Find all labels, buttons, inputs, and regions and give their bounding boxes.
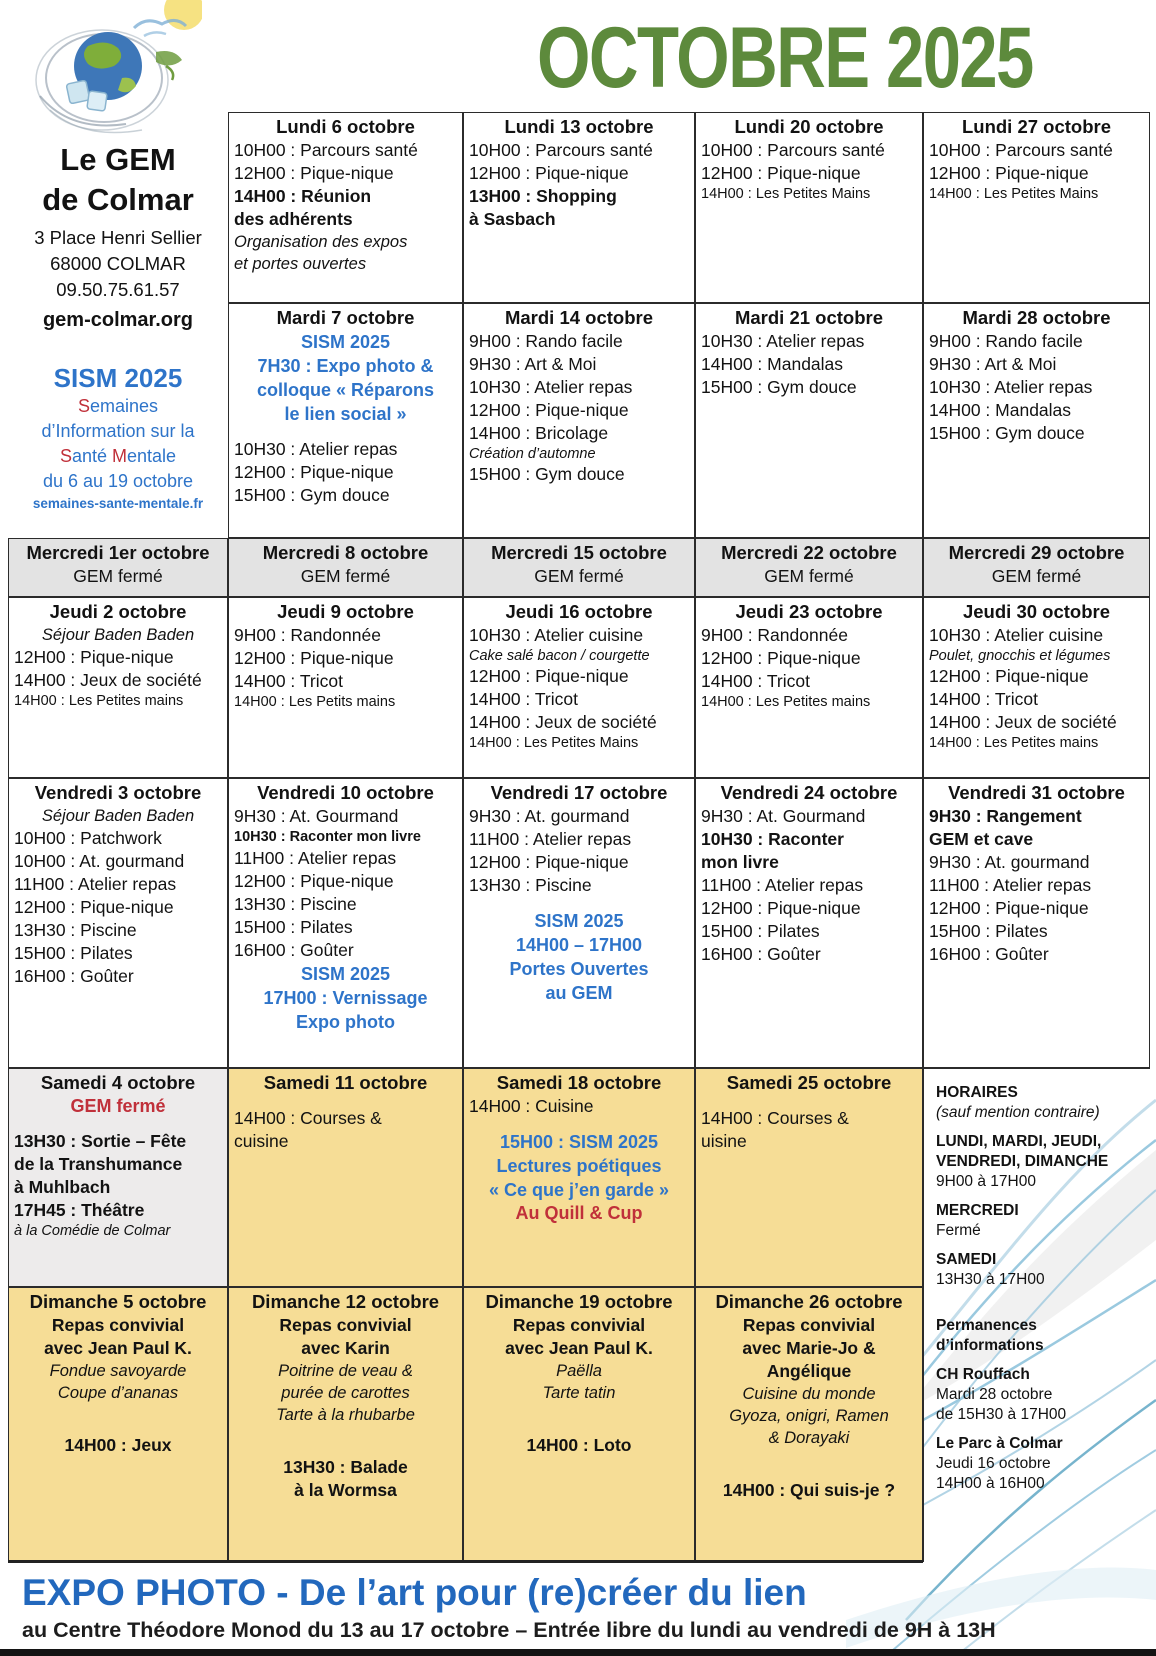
spacer <box>469 897 689 909</box>
spacer <box>936 1425 1145 1434</box>
spacer <box>14 1118 222 1130</box>
activity-line: GEM fermé <box>70 1096 166 1116</box>
spacer <box>936 1356 1145 1365</box>
activity-line: 14H00 : Jeux de société <box>929 712 1117 732</box>
activity-line: 10H30 : Atelier repas <box>929 377 1093 397</box>
activity-line: 13H00 : Shopping <box>469 186 617 206</box>
day-header: Jeudi 23 octobre <box>735 601 883 622</box>
activity-line: Poulet, gnocchis et légumes <box>929 648 1111 664</box>
day-header: Mardi 21 octobre <box>734 307 884 328</box>
activity-line: 14H00 : Les Petites Mains <box>929 186 1099 202</box>
activity-line: 14H00 : Jeux de société <box>14 670 202 690</box>
spacer <box>701 1449 917 1479</box>
activity-line: 10H30 : Atelier repas <box>701 331 865 351</box>
calendar-cell-vendredi-c5 <box>923 778 1150 1068</box>
activity-line: 14H00 : Mandalas <box>929 400 1072 420</box>
activity-line: 13H30 : Piscine <box>469 875 592 895</box>
activity-line: de 15H30 à 17H00 <box>936 1406 1067 1423</box>
activity-line: 10H30 : Atelier cuisine <box>469 625 644 645</box>
activity-line: SAMEDI <box>936 1251 997 1268</box>
activity-line: cuisine <box>234 1131 289 1151</box>
day-header: Mardi 14 octobre <box>504 307 654 328</box>
activity-line: 15H00 : Gym douce <box>469 464 625 484</box>
activity-line: avec Jean Paul K. <box>505 1338 653 1358</box>
activity-line: 12H00 : Pique-nique <box>929 163 1089 183</box>
calendar-cell-vendredi-c2 <box>228 778 463 1068</box>
activity-line: 9H30 : Art & Moi <box>469 354 597 374</box>
activity-line: Angélique <box>766 1361 852 1381</box>
calendar-cell-dimanche-c4 <box>695 1287 923 1562</box>
day-header: Lundi 6 octobre <box>276 116 415 137</box>
calendar-cell-mardi-c3 <box>463 303 695 538</box>
activity-line: Organisation des expos <box>234 233 408 251</box>
activity-line: 12H00 : Pique-nique <box>234 871 394 891</box>
activity-line: Lectures poétiques <box>496 1156 662 1176</box>
activity-line: Création d’automne <box>469 446 596 462</box>
spacer <box>234 426 457 438</box>
activity-line: 14H00 à 16H00 <box>936 1475 1045 1492</box>
org-website-link[interactable]: gem-colmar.org <box>42 309 194 331</box>
activity-line: Repas convivial <box>512 1315 646 1335</box>
activity-line: à la Comédie de Colmar <box>14 1223 171 1239</box>
activity-line: 14H00 : Tricot <box>234 671 343 691</box>
activity-line: Mardi 28 octobre <box>936 1386 1053 1403</box>
activity-line: 14H00 : Tricot <box>469 689 578 709</box>
activity-line: à la Wormsa <box>294 1480 397 1500</box>
activity-line: 17H45 : Théâtre <box>14 1200 145 1220</box>
activity-line: de la Transhumance <box>14 1154 183 1174</box>
activity-line: LUNDI, MARDI, JEUDI, <box>936 1133 1102 1150</box>
activity-line: 10H00 : Parcours santé <box>701 140 885 160</box>
activity-line: 14H00 : Courses & <box>701 1108 849 1128</box>
activity-line: 12H00 : Pique-nique <box>234 462 394 482</box>
day-header: Dimanche 12 octobre <box>251 1291 440 1312</box>
activity-line: 14H00 : Les Petites mains <box>14 693 184 709</box>
calendar-cell-mercredi-c4 <box>695 538 923 597</box>
activity-line: 12H00 : Pique-nique <box>929 898 1089 918</box>
activity-line: 16H00 : Goûter <box>14 966 134 986</box>
activity-line: 14H00 : Les Petites Mains <box>701 186 871 202</box>
spacer <box>234 1426 457 1456</box>
activity-line: 10H00 : Patchwork <box>14 828 162 848</box>
sism-text-segment: d’Information sur la <box>41 421 195 441</box>
activity-line: 12H00 : Pique-nique <box>469 666 629 686</box>
activity-line: d’informations <box>936 1337 1044 1354</box>
day-header: Mercredi 8 octobre <box>262 542 429 563</box>
activity-line: 10H30 : Raconter mon livre <box>234 829 421 845</box>
activity-line: 15H00 : Gym douce <box>929 423 1085 443</box>
activity-line: Le Parc à Colmar <box>936 1435 1063 1452</box>
activity-line: 15H00 : Pilates <box>14 943 133 963</box>
activity-line: 9H30 : At. gourmand <box>469 806 630 826</box>
banner-divider <box>8 1560 923 1563</box>
activity-line: 10H00 : At. gourmand <box>14 851 185 871</box>
activity-line: 10H30 : Atelier repas <box>234 439 398 459</box>
activity-line: 14H00 : Cuisine <box>469 1096 594 1116</box>
activity-line: 14H00 : Les Petites mains <box>929 735 1099 751</box>
calendar-cell-samedi-c5 <box>923 1068 1150 1562</box>
day-header: Jeudi 9 octobre <box>277 601 414 622</box>
activity-line: Coupe d’ananas <box>57 1384 179 1402</box>
activity-line: Repas convivial <box>279 1315 412 1335</box>
day-header: Jeudi 2 octobre <box>49 601 187 622</box>
activity-line: 11H00 : Atelier repas <box>929 875 1092 895</box>
calendar-cell-samedi-c2 <box>228 1068 463 1287</box>
activity-line: 16H00 : Goûter <box>929 944 1049 964</box>
activity-line: 13H30 : Balade <box>283 1457 408 1477</box>
activity-line: 14H00 : Tricot <box>929 689 1038 709</box>
activity-line: Cuisine du monde <box>742 1385 876 1403</box>
day-header: Mercredi 29 octobre <box>948 542 1125 563</box>
calendar-cell-mardi-c2 <box>228 303 463 538</box>
activity-line: 17H00 : Vernissage <box>263 988 428 1008</box>
activity-line: Tarte à la rhubarbe <box>276 1406 415 1424</box>
activity-line: au GEM <box>545 983 613 1003</box>
activity-line: GEM fermé <box>300 566 391 586</box>
activity-line: 14H00 : Tricot <box>701 671 810 691</box>
activity-line: 14H00 : Les Petites mains <box>701 694 871 710</box>
spacer <box>936 1192 1145 1201</box>
activity-line: 10H00 : Parcours santé <box>469 140 653 160</box>
activity-line: 14H00 : Les Petites Mains <box>469 735 639 751</box>
calendar-cell-mercredi-c5 <box>923 538 1150 597</box>
activity-line: GEM fermé <box>764 566 854 586</box>
activity-line: purée de carottes <box>281 1384 410 1402</box>
activity-line: Permanences <box>936 1317 1037 1334</box>
activity-line: 14H00 : Bricolage <box>469 423 609 443</box>
activity-line: Gyoza, onigri, Ramen <box>729 1407 889 1425</box>
calendar-cell-dimanche-c1 <box>8 1287 228 1562</box>
spacer <box>469 1118 689 1130</box>
day-header: Vendredi 31 octobre <box>948 782 1125 803</box>
activity-line: 16H00 : Goûter <box>234 940 354 960</box>
day-header: Samedi 18 octobre <box>496 1072 662 1093</box>
activity-line: Expo photo <box>296 1012 395 1032</box>
activity-line: 10H00 : Parcours santé <box>929 140 1113 160</box>
activity-line: 13H30 : Piscine <box>14 920 137 940</box>
activity-line: « Ce que j’en garde » <box>488 1180 670 1200</box>
page-title: OCTOBRE 2025 <box>537 10 1033 106</box>
org-name-line1: Le GEM <box>60 142 176 177</box>
activity-line: 10H00 : Parcours santé <box>234 140 418 160</box>
activity-line: 11H00 : Atelier repas <box>14 874 177 894</box>
activity-line: 10H30 : Raconter <box>701 829 844 849</box>
calendar-cell-samedi-c1 <box>8 1068 228 1287</box>
activity-line: 12H00 : Pique-nique <box>469 400 629 420</box>
activity-line: 13H30 à 17H00 <box>936 1271 1045 1288</box>
activity-line: 14H00 – 17H00 <box>515 935 643 955</box>
activity-line: (sauf mention contraire) <box>936 1104 1100 1121</box>
day-header: Samedi 25 octobre <box>726 1072 892 1093</box>
activity-line: 7H30 : Expo photo & <box>257 356 434 376</box>
activity-line: 9H30 : Rangement <box>929 806 1082 826</box>
activity-line: avec Karin <box>301 1338 390 1358</box>
activity-line: 15H00 : Pilates <box>701 921 820 941</box>
activity-line: 12H00 : Pique-nique <box>14 647 174 667</box>
activity-line: SISM 2025 <box>534 911 624 931</box>
activity-line: GEM fermé <box>534 566 624 586</box>
activity-line: 12H00 : Pique-nique <box>701 648 861 668</box>
activity-line: CH Rouffach <box>936 1366 1030 1383</box>
activity-line: GEM fermé <box>991 566 1082 586</box>
activity-line: 10H30 : Atelier repas <box>469 377 633 397</box>
activity-line: & Dorayaki <box>768 1429 850 1447</box>
day-header: Mardi 7 octobre <box>276 307 415 328</box>
activity-line: 9H30 : At. Gourmand <box>234 806 399 826</box>
activity-line: uisine <box>701 1131 747 1151</box>
activity-line: avec Jean Paul K. <box>44 1338 192 1358</box>
activity-line: 12H00 : Pique-nique <box>469 852 629 872</box>
activity-line: 13H30 : Sortie – Fête <box>14 1131 187 1151</box>
activity-line: 12H00 : Pique-nique <box>929 666 1089 686</box>
calendar-cell-jeudi-c4 <box>695 597 923 778</box>
activity-line: 14H00 : Qui suis-je ? <box>722 1480 896 1500</box>
activity-line: GEM et cave <box>929 829 1034 849</box>
activity-line: Repas convivial <box>742 1315 876 1335</box>
day-header: Mercredi 22 octobre <box>721 542 897 563</box>
spacer <box>936 1290 1145 1316</box>
calendar-cell-samedi-c3 <box>463 1068 695 1287</box>
activity-line: 9H00 à 17H00 <box>936 1173 1036 1190</box>
spacer <box>936 1241 1145 1250</box>
bottom-border-line <box>0 1649 1156 1656</box>
calendar-cell-vendredi-c1 <box>8 778 228 1068</box>
day-header: Dimanche 19 octobre <box>485 1291 673 1312</box>
activity-line: Cake salé bacon / courgette <box>469 648 650 664</box>
spacer <box>936 1123 1145 1132</box>
activity-line: 9H30 : At. gourmand <box>929 852 1090 872</box>
activity-line: 14H00 : Les Petits mains <box>234 694 396 710</box>
calendar-cell-lundi-c2 <box>228 112 463 303</box>
activity-line: Fondue savoyarde <box>49 1362 187 1380</box>
activity-line: 9H00 : Randonnée <box>234 625 381 645</box>
activity-line: 16H00 : Goûter <box>701 944 821 964</box>
activity-line: 14H00 : Jeux de société <box>469 712 657 732</box>
day-header: Vendredi 3 octobre <box>34 782 202 803</box>
spacer <box>701 1095 917 1107</box>
org-address-line1: 3 Place Henri Sellier <box>34 227 202 248</box>
sism-text-segment: S <box>77 396 90 416</box>
activity-line: Portes Ouvertes <box>509 959 649 979</box>
activity-line: 12H00 : Pique-nique <box>701 898 861 918</box>
org-name-line2: de Colmar <box>42 182 194 217</box>
org-address-line2: 68000 COLMAR <box>50 253 186 274</box>
day-header: Vendredi 10 octobre <box>257 782 434 803</box>
calendar-cell-lundi-c5 <box>923 112 1150 303</box>
day-header: Dimanche 5 octobre <box>29 1291 207 1312</box>
activity-line: 14H00 : Loto <box>526 1435 632 1455</box>
activity-line: Jeudi 16 octobre <box>936 1455 1051 1472</box>
activity-line: le lien social » <box>284 404 407 424</box>
activity-line: HORAIRES <box>936 1084 1018 1101</box>
activity-line: 15H00 : Pilates <box>929 921 1048 941</box>
activity-line: 9H30 : At. Gourmand <box>701 806 866 826</box>
activity-line: 12H00 : Pique-nique <box>234 163 394 183</box>
activity-line: Tarte tatin <box>542 1384 616 1402</box>
day-header: Mercredi 15 octobre <box>491 542 667 563</box>
day-header: Jeudi 16 octobre <box>505 601 653 622</box>
activity-line: 11H00 : Atelier repas <box>234 848 397 868</box>
spacer <box>234 1095 457 1107</box>
calendar-cell-mardi-c4 <box>695 303 923 538</box>
sism-text-segment: du 6 au 19 octobre <box>42 471 194 491</box>
activity-line: 15H00 : Gym douce <box>701 377 857 397</box>
activity-line: Paëlla <box>556 1362 602 1380</box>
activity-line: GEM fermé <box>73 566 163 586</box>
calendar-cell-lundi-c3 <box>463 112 695 303</box>
sism-text-segment: S <box>59 446 72 466</box>
activity-line: Repas convivial <box>51 1315 185 1335</box>
sism-text-segment: emaines <box>89 396 159 416</box>
calendar-cell-samedi-c4 <box>695 1068 923 1287</box>
activity-line: et portes ouvertes <box>234 255 367 273</box>
activity-line: 15H00 : Gym douce <box>234 485 390 505</box>
calendar-cell-mercredi-c3 <box>463 538 695 597</box>
activity-line: VENDREDI, DIMANCHE <box>936 1153 1109 1170</box>
calendar-cell-jeudi-c1 <box>8 597 228 778</box>
activity-line: 9H00 : Rando facile <box>469 331 623 351</box>
activity-line: colloque « Réparons <box>256 380 435 400</box>
activity-line: SISM 2025 <box>300 964 391 984</box>
day-header: Dimanche 26 octobre <box>715 1291 903 1312</box>
day-header: Vendredi 24 octobre <box>720 782 898 803</box>
calendar-cell-jeudi-c5 <box>923 597 1150 778</box>
activity-line: Poitrine de veau & <box>278 1362 413 1380</box>
calendar-cell-mercredi-c1 <box>8 538 228 597</box>
activity-line: 9H30 : Art & Moi <box>929 354 1057 374</box>
sism-text-segment: entale <box>127 446 177 466</box>
activity-line: 12H00 : Pique-nique <box>234 648 394 668</box>
day-header: Lundi 13 octobre <box>504 116 654 137</box>
calendar-cell-vendredi-c3 <box>463 778 695 1068</box>
calendar-cell-dimanche-c2 <box>228 1287 463 1562</box>
org-phone: 09.50.75.61.57 <box>56 279 180 300</box>
activity-line: 9H00 : Rando facile <box>929 331 1083 351</box>
day-header: Samedi 4 octobre <box>40 1072 196 1093</box>
day-header: Mardi 28 octobre <box>962 307 1111 328</box>
day-header: Lundi 27 octobre <box>961 116 1112 137</box>
activity-line: 14H00 : Réunion <box>234 186 372 206</box>
calendar-cell-vendredi-c4 <box>695 778 923 1068</box>
activity-line: 14H00 : Mandalas <box>701 354 844 374</box>
activity-line: 15H00 : SISM 2025 <box>499 1132 659 1152</box>
activity-line: Au Quill & Cup <box>515 1203 643 1223</box>
spacer <box>469 1404 689 1434</box>
day-header: Jeudi 30 octobre <box>962 601 1110 622</box>
activity-line: Fermé <box>936 1222 981 1239</box>
activity-line: des adhérents <box>234 209 353 229</box>
activity-line: 11H00 : Atelier repas <box>701 875 864 895</box>
activity-line: 10H30 : Atelier cuisine <box>929 625 1104 645</box>
calendar-cell-jeudi-c2 <box>228 597 463 778</box>
calendar-cell-lundi-c4 <box>695 112 923 303</box>
activity-line: Séjour Baden Baden <box>41 626 195 644</box>
day-header: Lundi 20 octobre <box>734 116 884 137</box>
sism-website-link[interactable]: semaines-sante-mentale.fr <box>32 496 204 511</box>
sism-text-segment: M <box>112 446 127 466</box>
sism-title: SISM 2025 <box>53 363 183 393</box>
day-header: Vendredi 17 octobre <box>490 782 668 803</box>
activity-line: SISM 2025 <box>300 332 391 352</box>
sism-text-segment: anté <box>71 446 112 466</box>
day-header: Samedi 11 octobre <box>263 1072 428 1093</box>
calendar-cell-mardi-c5 <box>923 303 1150 538</box>
banner-title: EXPO PHOTO - De l’art pour (re)créer du lien <box>22 1572 807 1613</box>
day-header: Mercredi 1er octobre <box>26 542 210 563</box>
activity-line: Séjour Baden Baden <box>41 807 195 825</box>
banner-subtitle: au Centre Théodore Monod du 13 au 17 octobre – Entrée libre du lundi au vendredi de 9H à 13H <box>22 1618 996 1642</box>
calendar-cell-dimanche-c3 <box>463 1287 695 1562</box>
activity-line: à Muhlbach <box>14 1177 111 1197</box>
activity-line: 12H00 : Pique-nique <box>469 163 629 183</box>
activity-line: 12H00 : Pique-nique <box>701 163 861 183</box>
activity-line: 9H00 : Randonnée <box>701 625 848 645</box>
activity-line: 14H00 : Jeux <box>64 1435 172 1455</box>
activity-line: à Sasbach <box>469 209 556 229</box>
activity-line: MERCREDI <box>936 1202 1019 1219</box>
calendar-cell-mercredi-c2 <box>228 538 463 597</box>
activity-line: 12H00 : Pique-nique <box>14 897 174 917</box>
spacer <box>14 1404 222 1434</box>
activity-line: avec Marie-Jo & <box>742 1338 876 1358</box>
calendar-cell-jeudi-c3 <box>463 597 695 778</box>
activity-line: mon livre <box>701 852 779 872</box>
activity-line: 11H00 : Atelier repas <box>469 829 632 849</box>
activity-line: 15H00 : Pilates <box>234 917 353 937</box>
activity-line: 13H30 : Piscine <box>234 894 357 914</box>
activity-line: 14H00 : Courses & <box>234 1108 382 1128</box>
calendar-grid <box>8 112 1150 1562</box>
